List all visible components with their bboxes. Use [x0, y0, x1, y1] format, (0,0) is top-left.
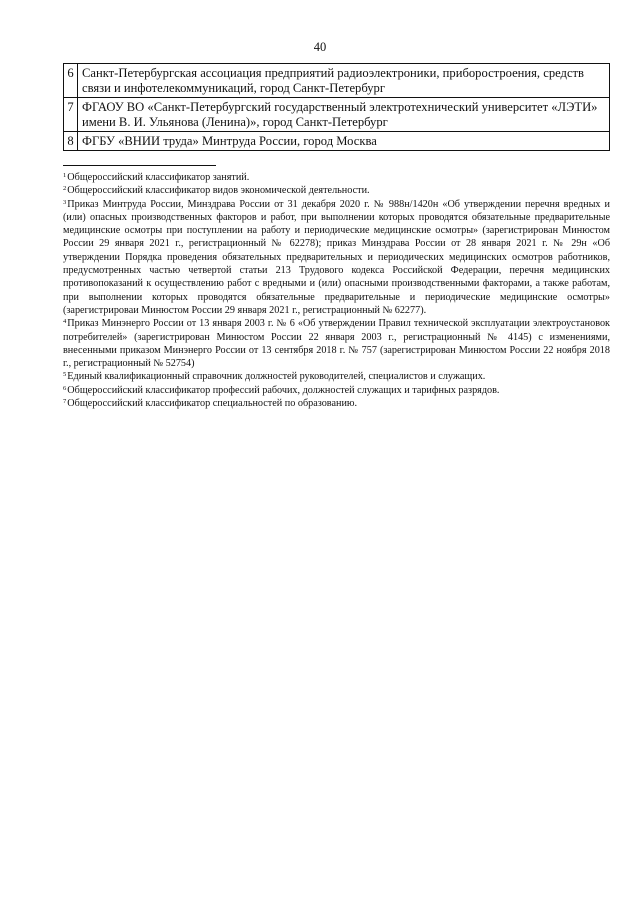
footnote-mark: 3 [63, 198, 67, 206]
footnote [63, 198, 610, 318]
footnote-mark: 7 [63, 398, 67, 406]
footnote [63, 171, 610, 184]
organization-name: Санкт-Петербургская ассоциация предприятий радиоэлектроники, приборостроения, средств связи и инфотелекоммуникаций, город Санкт-Петербург [78, 64, 610, 98]
organization-name: ФГБУ «ВНИИ труда» Минтруда России, город Москва [78, 132, 610, 151]
footnote [63, 184, 610, 197]
table-row [64, 132, 610, 151]
table-row [64, 64, 610, 98]
organizations-table [63, 63, 610, 151]
footnote-text: Общероссийский классификатор видов экономической деятельности. [67, 185, 370, 197]
footnote-text: Единый квалификационный справочник должностей руководителей, специалистов и служащих. [67, 371, 486, 383]
footnote [63, 384, 610, 397]
footnote-mark: 5 [63, 371, 67, 379]
page-number: 40 [313, 40, 327, 54]
footnote-text: Общероссийский классификатор специальностей по образованию. [67, 398, 358, 410]
footnote [63, 397, 610, 410]
footnote-mark: 6 [63, 384, 67, 392]
table-row [64, 98, 610, 132]
footnote [63, 370, 610, 383]
footnotes [63, 171, 610, 410]
footnote-text: Общероссийский классификатор занятий. [67, 172, 250, 183]
footnote-text: Приказ Минэнерго России от 13 января 2003 г. № 6 «Об утверждении Правил технической эксплуатации электроустановок потребителей» (зарегистрирован Минюстом России 22 января 2003 г., регистрационный № 4145) с изменениями, внесенными приказом Минэнерго России от 13 сентября 2018 г. № 757 (зарегистрирован Минюстом России 22 ноября 2018 г., регистрационный № 52754) [63, 318, 610, 370]
footnote-mark: 2 [63, 185, 67, 193]
footnote-separator [63, 165, 216, 166]
row-number: 8 [64, 132, 78, 151]
organization-name: ФГАОУ ВО «Санкт-Петербургский государственный электротехнический университет «ЛЭТИ» имени В. И. Ульянова (Ленина)», город Санкт-Петербург [78, 98, 610, 132]
footnote-mark: 1 [63, 172, 67, 179]
footnote [63, 317, 610, 370]
footnote-text: Приказ Минтруда России, Минздрава России от 31 декабря 2020 г. № 988н/1420н «Об утверждении перечня вредных и (или) опасных производственных факторов и работ, при выполнении которых проводятся обязательные предварительные медицинские осмотры при поступлении на работу и периодические медицинские осмотры» (зарегистрирован Минюстом России 29 января 2021 г., регистрационный № 62278); приказ Минздрава России от 28 января 2021 г. № 29н «Об утверждении Порядка проведения обязательных предварительных и периодических медицинских осмотров работников, предусмотренных частью четвертой статьи 213 Трудового кодекса Российской Федерации, перечня медицинских противопоказаний к осуществлению работ с вредными и (или) опасными производственными факторами, а также работам, при выполнении которых проводятся обязательные предварительные и периодические медицинские осмотры» (зарегистрироваи Минюстом России 29 января 2021 г., регистрационный № 62277). [63, 198, 610, 316]
row-number: 7 [64, 98, 78, 132]
footnote-mark: 4 [63, 318, 67, 326]
footnote-text: Общероссийский классификатор профессий рабочих, должностей служащих и тарифных разрядов. [67, 384, 500, 396]
row-number: 6 [64, 64, 78, 98]
